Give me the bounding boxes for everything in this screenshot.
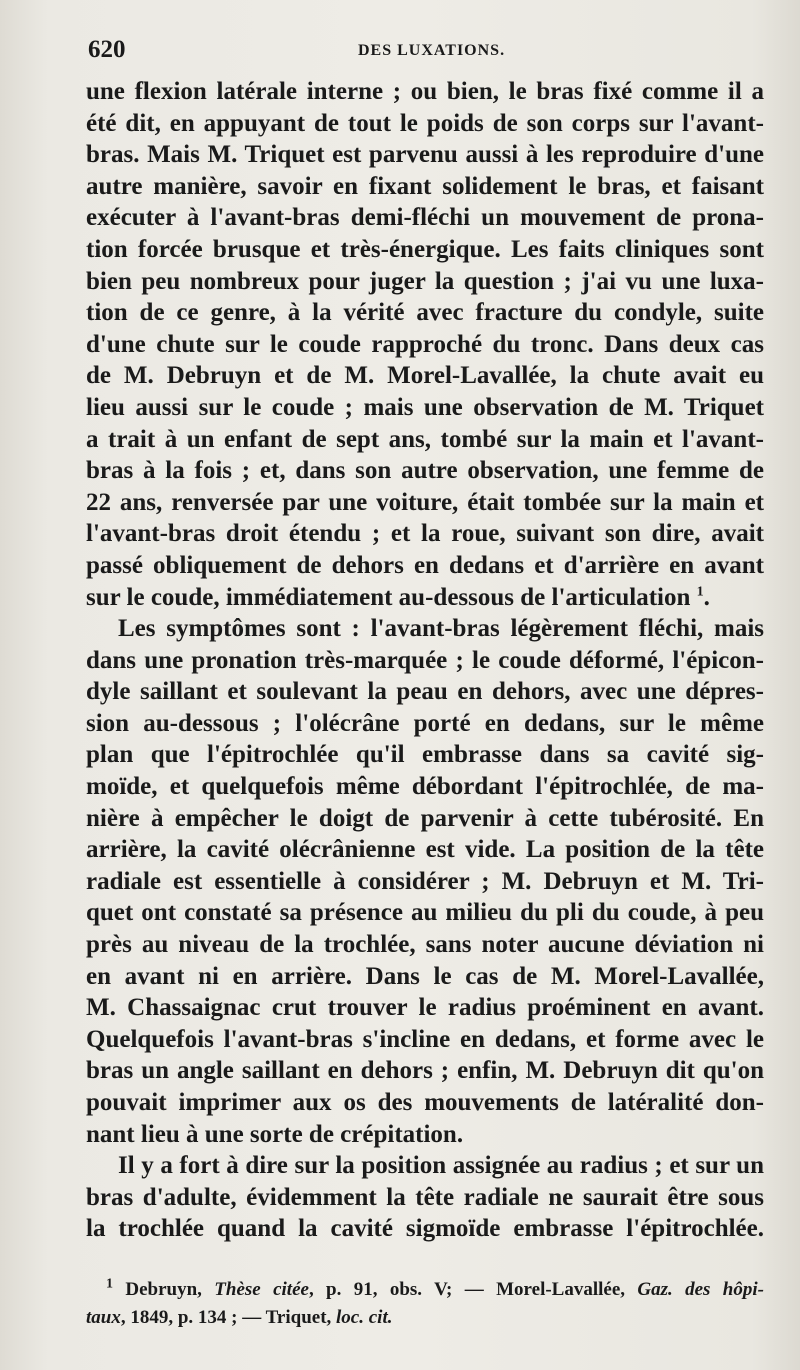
- text-line: de M. Debruyn et de M. Morel-Lavallée, la chute avait eu: [86, 362, 764, 390]
- text-line: M. Chassaignac crut trouver le radius proéminent en avant.: [86, 994, 764, 1022]
- text-line-content: sur le coude, immédiatement au-dessous de l'articulation: [86, 583, 691, 611]
- footnote-italic: loc. cit.: [336, 1307, 393, 1328]
- page-header: [88, 36, 764, 68]
- text-line: été dit, en appuyant de tout le poids de son corps sur l'avant-: [86, 109, 764, 137]
- text-line: [86, 582, 764, 614]
- text-line: pouvait imprimer aux os des mouvements de latéralité don-: [86, 1089, 764, 1116]
- footnote-line: [86, 1276, 764, 1304]
- text-line: une flexion latérale interne ; ou bien, le bras fixé comme il a: [86, 78, 764, 105]
- text-line: bras à la fois ; et, dans son autre observation, une femme de: [86, 457, 764, 485]
- text-line: nière à empêcher le doigt de parvenir à cette tubérosité. En: [86, 804, 764, 832]
- text-line: exécuter à l'avant-bras demi-fléchi un mouvement de prona-: [86, 204, 764, 232]
- text-line: près au niveau de la trochlée, sans noter aucune déviation ni: [86, 931, 764, 959]
- footnote-reference: 1: [696, 584, 704, 600]
- footnote: [86, 1276, 764, 1332]
- text-line: la trochlée quand la cavité sigmoïde embrasse l'épitrochlée.: [86, 1215, 764, 1243]
- text-line: plan que l'épitrochlée qu'il embrasse dans sa cavité sig-: [86, 741, 764, 769]
- footnote-line: [86, 1304, 764, 1332]
- text-line: dans une pronation très-marquée ; le coude déformé, l'épicon-: [86, 646, 764, 674]
- text-line: a trait à un enfant de sept ans, tombé sur la main et l'avant-: [86, 425, 764, 453]
- text-line: Quelquefois l'avant-bras s'incline en dedans, et forme avec le: [86, 1025, 764, 1053]
- footnote-reference-tail: .: [703, 583, 710, 611]
- paragraph-start-line: Les symptômes sont : l'avant-bras légèrement fléchi, mais: [118, 615, 764, 643]
- footnote-text: , p. 91, obs. V; — Morel-Lavallée,: [308, 1279, 638, 1300]
- text-line: dyle saillant et soulevant la peau en dehors, avec une dépres-: [86, 678, 764, 706]
- footnote-italic: Gaz. des hôpi-: [637, 1279, 764, 1300]
- footnote-mark: 1: [106, 1276, 113, 1292]
- footnote-text: , 1849, p. 134 ; — Triquet,: [120, 1307, 337, 1328]
- text-line: nant lieu à une sorte de crépitation.: [86, 1120, 464, 1148]
- running-title: DES LUXATIONS.: [358, 42, 506, 59]
- footnote-text: Debruyn,: [125, 1279, 215, 1300]
- text-line: lieu aussi sur le coude ; mais une observation de M. Triquet: [86, 393, 764, 421]
- text-line: sion au-dessous ; l'olécrâne porté en dedans, sur le même: [86, 709, 764, 737]
- text-line: en avant ni en arrière. Dans le cas de M. Morel-Lavallée,: [86, 962, 764, 990]
- text-line: moïde, et quelquefois même débordant l'épitrochlée, de ma-: [86, 773, 764, 801]
- text-line: tion forcée brusque et très-énergique. Les faits cliniques sont: [86, 235, 764, 263]
- paragraph-start-line: Il y a fort à dire sur la position assignée au radius ; et sur un: [118, 1152, 764, 1180]
- text-line: bras d'adulte, évidemment la tête radiale ne saurait être sous: [86, 1183, 764, 1211]
- body-text: [86, 76, 764, 1245]
- page-number: 620: [88, 36, 126, 63]
- text-line: l'avant-bras droit étendu ; et la roue, suivant son dire, avait: [86, 520, 764, 548]
- text-line: passé obliquement de dehors en dedans et d'arrière en avant: [86, 551, 764, 579]
- text-line: bien peu nombreux pour juger la question ; j'ai vu une luxa-: [86, 267, 764, 295]
- text-line: quet ont constaté sa présence au milieu du pli du coude, à peu: [86, 899, 764, 927]
- text-line: tion de ce genre, à la vérité avec fracture du condyle, suite: [86, 299, 764, 327]
- footnote-italic: Thèse citée: [214, 1279, 309, 1300]
- text-line: bras. Mais M. Triquet est parvenu aussi à les reproduire d'une: [86, 141, 764, 169]
- text-line: bras un angle saillant en dehors ; enfin, M. Debruyn dit qu'on: [86, 1057, 764, 1085]
- text-line: radiale est essentielle à considérer ; M. Debruyn et M. Tri-: [86, 867, 764, 895]
- text-line: arrière, la cavité olécrânienne est vide. La position de la tête: [86, 836, 764, 864]
- text-line: autre manière, savoir en fixant solidement le bras, et faisant: [86, 172, 764, 200]
- footnote-italic: taux: [86, 1307, 121, 1328]
- text-line: 22 ans, renversée par une voiture, était tombée sur la main et: [86, 488, 764, 516]
- text-line: d'une chute sur le coude rapproché du tronc. Dans deux cas: [86, 330, 764, 358]
